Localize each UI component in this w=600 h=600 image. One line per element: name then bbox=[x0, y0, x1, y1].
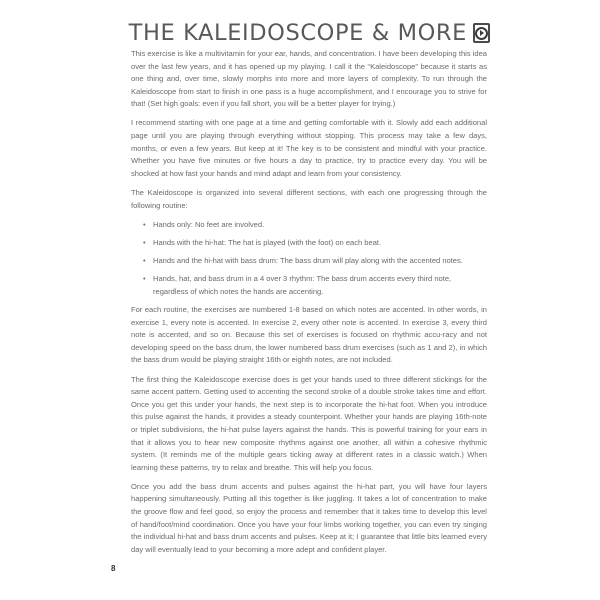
bullet-icon: • bbox=[143, 219, 146, 229]
page-header bbox=[128, 18, 490, 48]
list-item-text: Hands, hat, and bass drum in a 4 over 3 rhythm: The bass drum accents every third note, regardless of which notes the hands are accenting. bbox=[153, 273, 452, 296]
list-item-text: Hands with the hi-hat: The hat is played (with the foot) on each beat. bbox=[153, 237, 382, 247]
bullet-icon: • bbox=[143, 273, 146, 283]
paragraph-recommendation: I recommend starting with one page at a time and getting comfortable with it. Slowly add each additional page until you are playing through everything without stopping. This process may take a few days, months, or even a few years. But keep at it! The key is to be consistent and mindful with your practice. Whether you have five minutes or five hours a day to practice, try to practice every day. You will be shocked at how fast your hands and mind adapt and learn from your consistency. bbox=[131, 118, 487, 178]
page-title: THE KALEIDOSCOPE & MORE bbox=[128, 20, 467, 46]
list-item bbox=[145, 273, 487, 298]
bullet-icon: • bbox=[143, 255, 146, 265]
list-item bbox=[145, 219, 487, 232]
list-item bbox=[145, 237, 487, 250]
play-triangle-icon bbox=[480, 30, 484, 36]
bullet-icon: • bbox=[143, 237, 146, 247]
paragraph-stickings: The first thing the Kaleidoscope exercise does is get your hands used to three different stickings for the same accent pattern. Getting used to accenting the second stroke of a double stroke takes time and effort. Once you get this under your hands, the next step is to incorporate the hi-hat foot. When you introduce this pulse against the hands, it provides a steady counterpoint. Whether your hands are playing 16th-note or triplet subdivisions, the hi-hat pulse layers against the hands. This is powerful training for your ears in that it allows you to hear new composite rhythms against one another, all within a cohesive rhythmic system. (It reminds me of the multiple gears ticking away at different rates in a classic watch.) When learning these patterns, try to relax and breathe. This will help you focus. bbox=[131, 374, 487, 472]
paragraph-four-layers: Once you add the bass drum accents and pulses against the hi-hat part, you will have four layers happening simultaneously. Putting all this together is like juggling. It takes a lot of concentration to make the groove flow and feel good, so enjoy the process and remember that it takes time to develop this level of hand/foot/mind coordination. Once you have your four limbs working together, you can even try singing the individual hi-hat and bass drum accents and pulses. Keep at it; I guarantee that little bits learned every day will eventually lead to your becoming a more adept and confident player. bbox=[131, 481, 487, 554]
paragraph-numbering: For each routine, the exercises are numbered 1-8 based on which notes are accented. In other words, in exercise 1, every note is accented. In exercise 2, every other note is accented. In exercise 3, every third note is accented, and so on. Because this set of exercises is focused on rhythmic accu-racy and not developing speed on the bass drum, the lower numbered bass drum exercises (such as 1 and 2), in which the bass drum would be playing straight 16th or eighth notes, are not included. bbox=[131, 305, 487, 365]
list-item bbox=[145, 255, 487, 268]
paragraph-intro: This exercise is like a multivitamin for your ear, hands, and concentration. I have been developing this idea over the last few years, and it has opened up my playing. I call it the “Kaleidoscope” because it starts as one thing and, over time, slowly morphs into more and more layers of complexity. To run through the Kaleidoscope from start to finish in one pass is a huge accomplishment, and I encourage you to strive for that! (Set high goals: even if you fall short, you will be a better player for trying.) bbox=[131, 49, 487, 109]
paragraph-organization: The Kaleidoscope is organized into several different sections, with each one progressing through the following routine: bbox=[131, 187, 487, 210]
routine-list bbox=[131, 219, 487, 298]
play-circle-icon bbox=[475, 27, 488, 40]
page-number: 8 bbox=[111, 564, 116, 573]
list-item-text: Hands only: No feet are involved. bbox=[153, 219, 265, 229]
list-item-text: Hands and the hi-hat with bass drum: The bass drum will play along with the accented notes. bbox=[153, 255, 463, 265]
video-play-icon[interactable] bbox=[473, 23, 490, 43]
body-text bbox=[131, 48, 487, 563]
